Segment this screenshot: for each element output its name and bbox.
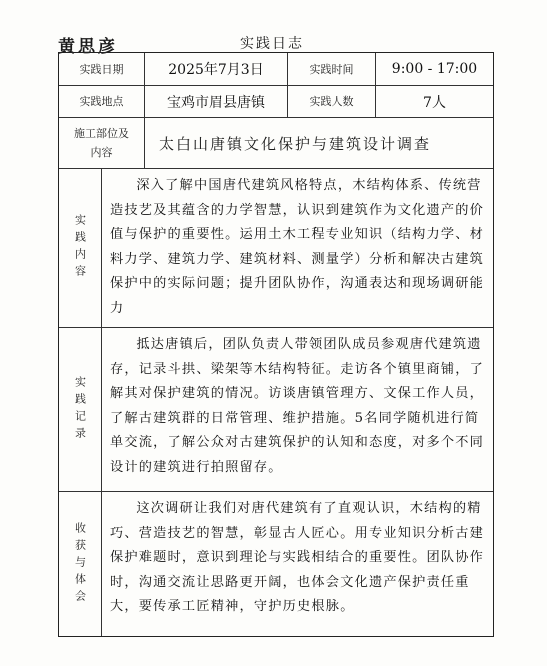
time-label: 实践时间 xyxy=(287,53,375,85)
row-topic xyxy=(59,118,493,169)
harvest-text xyxy=(101,492,493,636)
topic-label: 施工部位及内容 xyxy=(74,127,129,159)
record-paragraph: 抵达唐镇后，团队负责人带领团队成员参观唐代建筑遗存，记录斗拱、梁架等木结构特征。走访各个镇里商铺，了解其对保护建筑的情况。访谈唐镇管理方、文保工作人员，了解古建筑群的日常管理、维护措施。5名同学随机进行简单交流，了解公众对古建筑保护的认知和态度，对多个不同设计的建筑进行拍照留存。 xyxy=(110,337,485,475)
page-title: 实践日志 xyxy=(240,36,304,52)
time-value: 9:00 - 17:00 xyxy=(375,53,493,85)
harvest-paragraph: 这次调研让我们对唐代建筑有了直观认识，木结构的精巧、营造技艺的智慧，彰显古人匠心。用专业知识分析古建保护难题时，意识到理论与实践相结合的重要性。团队协作时，沟通交流让思路更开阔，也体会文化遗产保护责任重大，要传承工匠精神，守护历史根脉。 xyxy=(110,501,485,614)
author-name: 黄思彦 xyxy=(58,37,118,57)
harvest-label: 收获与体会 xyxy=(73,521,87,607)
log-table xyxy=(58,52,494,637)
row-date-time xyxy=(59,53,493,86)
content-text xyxy=(101,169,493,327)
people-value: 7人 xyxy=(375,86,493,117)
place-label: 实践地点 xyxy=(79,95,124,108)
date-value: 2025年7月3日 xyxy=(144,53,287,85)
content-label: 实践内容 xyxy=(73,214,87,282)
section-harvest xyxy=(59,492,493,636)
section-content xyxy=(59,169,493,328)
record-text xyxy=(101,328,493,491)
row-place-people xyxy=(59,86,493,118)
topic-value: 太白山唐镇文化保护与建筑设计调查 xyxy=(144,118,493,168)
record-label: 实践记录 xyxy=(73,375,87,444)
content-paragraph: 深入了解中国唐代建筑风格特点，木结构体系、传统营造技艺及其蕴含的力学智慧，认识到建筑作为文化遗产的价值与保护的重要性。运用土木工程专业知识（结构力学、材料力学、建筑力学、建筑材料、测量学）分析和解决古建筑保护中的实际问题；提升团队协作，沟通表达和现场调研能力 xyxy=(110,178,485,316)
date-label: 实践日期 xyxy=(79,62,124,76)
people-label: 实践人数 xyxy=(287,86,375,117)
section-record xyxy=(59,328,493,492)
place-value: 宝鸡市眉县唐镇 xyxy=(144,86,287,117)
